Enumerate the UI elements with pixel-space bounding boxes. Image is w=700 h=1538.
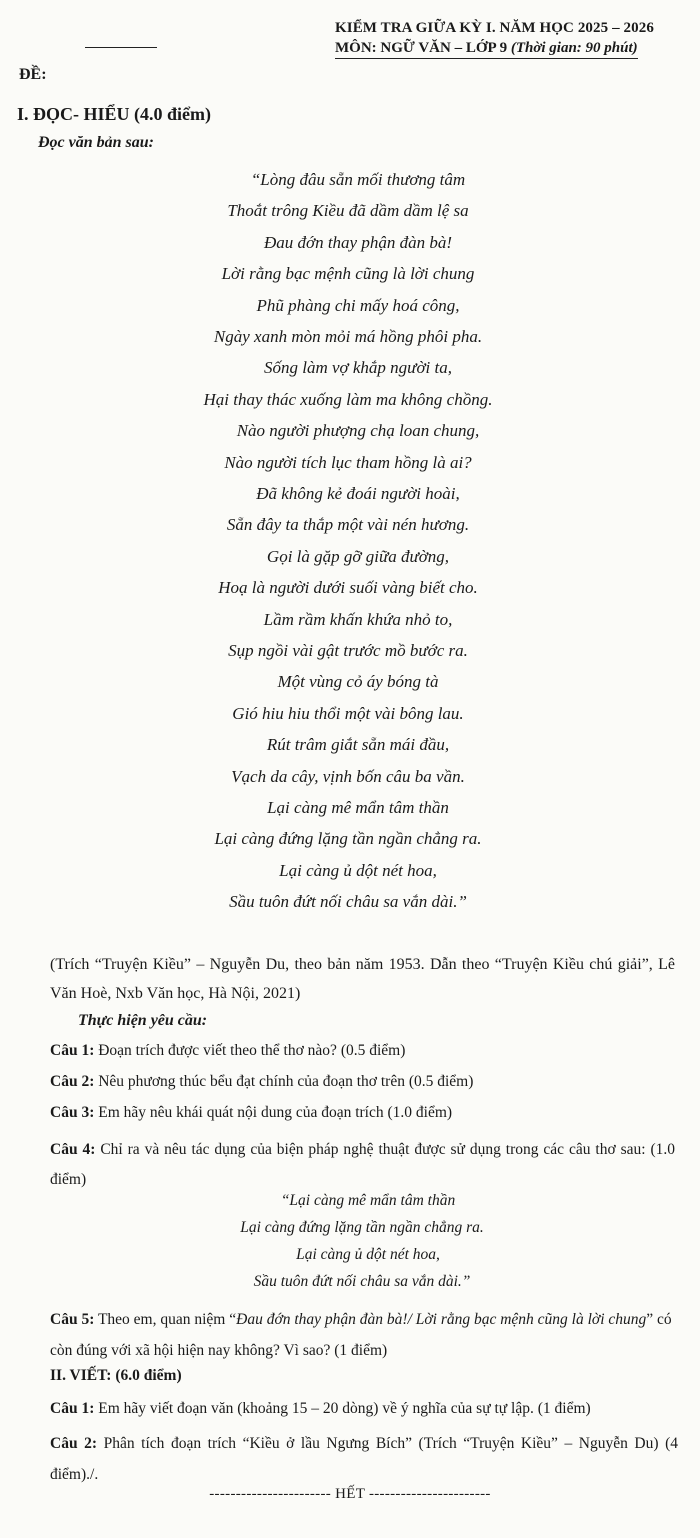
question-text: Đoạn trích được viết theo thể thơ nào? (0.5 điểm) — [94, 1042, 406, 1059]
poem-line: Vạch da cây, vịnh bốn câu ba vần. — [231, 766, 465, 786]
question-text: Em hãy nêu khái quát nội dung của đoạn trích (1.0 điểm) — [94, 1104, 453, 1121]
question-label: Câu 3: — [50, 1104, 95, 1121]
poem-line: Hoạ là người dưới suối vàng biết cho. — [218, 578, 478, 598]
question-text: Nêu phương thúc bểu đạt chính của đoạn thơ trên (0.5 điểm) — [94, 1073, 474, 1090]
read-label: Đọc văn bản sau: — [38, 134, 155, 151]
writing-question-1 — [50, 1400, 678, 1418]
question-label: Câu 1: — [50, 1400, 95, 1417]
section1-title: I. ĐỌC- HIỂU (4.0 điểm) — [17, 104, 211, 124]
poem-line: Sống làm vợ khắp người ta, — [264, 358, 452, 378]
poem-line: Lại càng đứng lặng tần ngần chẳng ra. — [214, 829, 482, 849]
exam-title: KIỂM TRA GIỮA KỲ I. NĂM HỌC 2025 – 2026 — [335, 20, 654, 36]
poem-line: Rút trâm giắt sẵn mái đầu, — [266, 735, 450, 755]
poem-line: Thoắt trông Kiều đã dầm dầm lệ sa — [227, 201, 469, 221]
question-label: Câu 1: — [50, 1042, 95, 1059]
poem-line: Đã không kẻ đoái người hoài, — [256, 484, 460, 503]
poem-line: Lại càng mê mẩn tâm thần — [267, 798, 449, 817]
question-text-prefix: Theo em, quan niệm “ — [94, 1311, 237, 1328]
question-label: Câu 4: — [50, 1141, 96, 1158]
quote-line: Lại càng đứng lặng tần ngần chẳng ra. — [240, 1219, 484, 1236]
poem-line: Lầm rầm khấn khứa nhỏ to, — [263, 609, 453, 629]
poem-line: Sầu tuôn đứt nối châu sa vắn dài.” — [229, 892, 467, 912]
poem-line: Nào người phượng chạ loan chung, — [236, 421, 480, 441]
quote-line: “Lại càng mê mẩn tâm thần — [280, 1192, 456, 1209]
question-label: Câu 2: — [50, 1435, 98, 1452]
exam-duration: (Thời gian: 90 phút) — [510, 40, 638, 56]
quote-line: Lại càng ủ dột nét hoa, — [296, 1246, 440, 1263]
quote-line: Sầu tuôn đứt nối châu sa vắn dài.” — [253, 1273, 471, 1290]
writing-question-2 — [50, 1428, 678, 1490]
poem-line: Lời rằng bạc mệnh cũng là lời chung — [221, 264, 475, 284]
poem-line: Một vùng cỏ áy bóng tà — [277, 672, 439, 692]
question-1 — [50, 1042, 405, 1060]
poem-line: “Lòng đâu sẵn mối thương tâm — [250, 170, 466, 189]
poem-line: Phũ phàng chi mấy hoá công, — [256, 295, 460, 315]
question-label: Câu 2: — [50, 1073, 95, 1090]
poem-line: Gió hiu hiu thổi một vài bông lau. — [232, 703, 464, 723]
question-4 — [50, 1135, 675, 1195]
poem-line: Lại càng ủ dột nét hoa, — [279, 860, 437, 880]
exam-subject — [335, 40, 638, 59]
de-label: ĐỀ: — [19, 66, 47, 83]
question-3 — [50, 1104, 452, 1122]
poem-line: Sụp ngồi vài gật trước mồ bước ra. — [228, 641, 468, 660]
question-quote: Đau đớn thay phận đàn bà!/ Lời rằng bạc mệnh cũng là lời chung — [236, 1311, 647, 1328]
question-text: Chỉ ra và nêu tác dụng của biện pháp nghệ thuật được sử dụng trong các câu thơ sau: (1.0 điểm) — [50, 1141, 675, 1188]
poem-line: Đau đớn thay phận đàn bà! — [263, 232, 453, 252]
end-marker: ----------------------- HẾT ----------------------- — [209, 1486, 491, 1502]
section2-title: II. VIẾT: (6.0 điểm) — [50, 1367, 182, 1384]
poem-line: Ngày xanh mòn mỏi má hồng phôi pha. — [213, 327, 483, 346]
task-label: Thực hiện yêu cầu: — [78, 1012, 208, 1029]
question-text: Em hãy viết đoạn văn (khoảng 15 – 20 dòng) về ý nghĩa của sự tự lập. (1 điểm) — [94, 1400, 591, 1417]
header-rule — [85, 47, 157, 48]
poem-source: (Trích “Truyện Kiều” – Nguyễn Du, theo bản năm 1953. Dẫn theo “Truyện Kiều chú giải”, Lê Văn Hoè, Nxb Văn học, Hà Nội, 2021) — [50, 956, 675, 1002]
question-text-suffix: ” có còn đúng với xã hội hiện nay không? Vì sao? (1 điểm) — [50, 1311, 672, 1359]
question-5 — [50, 1304, 678, 1366]
poem-line: Sẵn đây ta thắp một vài nén hương. — [226, 515, 470, 535]
poem-line: Nào người tích lục tham hồng là ai? — [224, 452, 472, 472]
poem-line: Hại thay thác xuống làm ma không chồng. — [203, 389, 493, 409]
question-label: Câu 5: — [50, 1311, 95, 1328]
question-text: Phân tích đoạn trích “Kiều ở lầu Ngưng Bích” (Trích “Truyện Kiều” – Nguyễn Du) (4 điểm)./. — [50, 1435, 679, 1483]
poem-line: Gọi là gặp gỡ giữa đường, — [266, 546, 450, 566]
question-2 — [50, 1073, 473, 1091]
subject-label: MÔN: NGỮ VĂN – LỚP 9 — [335, 40, 508, 56]
